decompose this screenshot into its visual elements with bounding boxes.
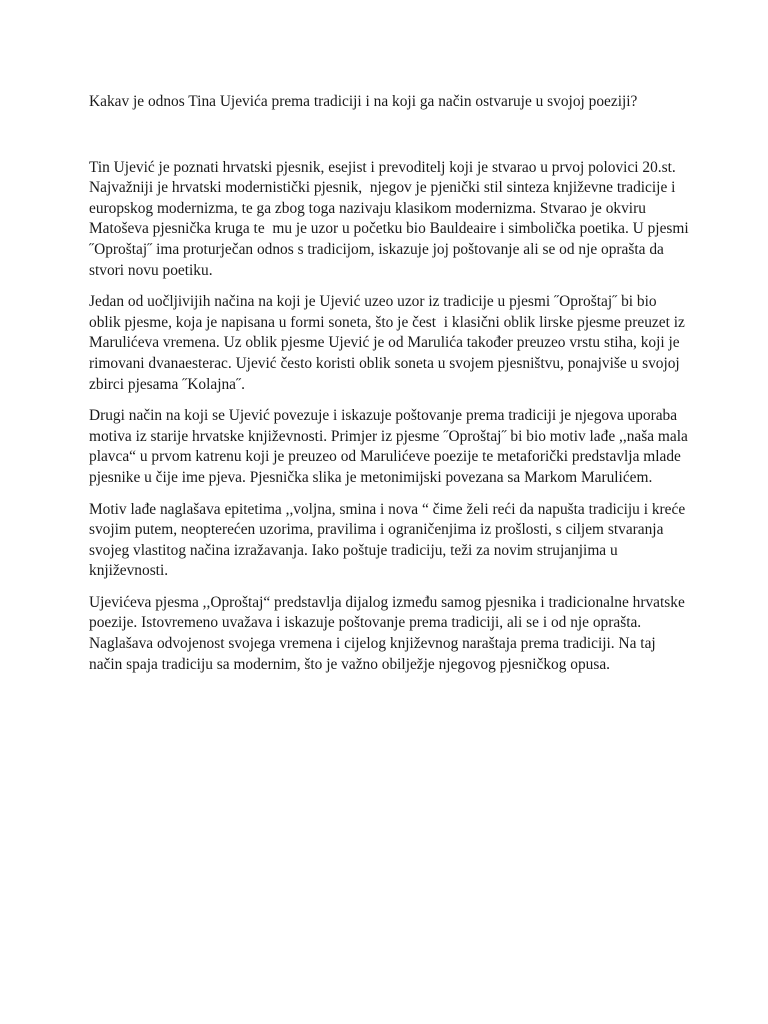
- text-line: svojeg vlastitog načina izražavanja. Iako poštuje tradiciju, teži za novim strujanjima u: [89, 541, 618, 559]
- text-line: poezije. Istovremeno uvažava i iskazuje poštovanje prema tradiciji, ali se i od nje opraštа.: [89, 614, 642, 632]
- text-line: književnosti.: [89, 562, 169, 580]
- text-line: Drugi način na koji se Ujević povezuje i iskazuje poštovanje prema tradiciji je njegova uporaba: [89, 407, 678, 425]
- document-body: [89, 92, 689, 686]
- text-line: način spaja tradiciju sa modernim, što je važno obilježje njegovog pjesničkog opusa.: [89, 655, 611, 673]
- text-line: ˝Oproštaj˝ ima proturječan odnos s tradicijom, iskazuje joj poštovanje ali se od nje opraštа da: [89, 240, 664, 258]
- text-line: zbirci pjesama ˝Kolajna˝.: [89, 375, 245, 393]
- paragraph-motifs: [89, 406, 689, 488]
- text-line: Jedan od uočljivijih načina na koji je Ujević uzeo uzor iz tradicije u pjesmi ˝Oproštaj˝ bi bio: [89, 293, 657, 311]
- paragraph-conclusion: [89, 593, 689, 675]
- text-line: Marulićeva vremena. Uz oblik pjesme Ujević je od Marulića također preuzeo vrstu stiha, koji je: [89, 334, 680, 352]
- text-line: Motiv lađe naglašava epitetima ,,voljna, smina i nova “ čime želi reći da napušta tradiciju i kreće: [89, 500, 686, 518]
- text-line: pjesnike u čije ime pjeva. Pjesnička slika je metonimijski povezana sa Markom Marulićem.: [89, 468, 653, 486]
- paragraph-intro: [89, 158, 689, 282]
- text-line: oblik pjesme, koja je napisana u formi soneta, što je čest i klasični oblik lirske pjesme preuzet iz: [89, 313, 685, 331]
- text-line: Najvažniji je hrvatski modernistički pjesnik, njegov je pjenički stil sinteza književne tradicije i: [89, 179, 676, 197]
- text-line: Matoševa pjesnička kruga te mu je uzor u početku bio Bauldeaire i simbolička poetika. U pjesmi: [89, 220, 689, 238]
- text-line: svojim putem, neopterećen uzorima, pravilima i ograničenjima iz prošlosti, s ciljem stvaranja: [89, 521, 664, 539]
- text-line: stvori novu poetiku.: [89, 261, 213, 279]
- text-line: europskog modernizma, te ga zbog toga nazivaju klasikom modernizma. Stvarao je okviru: [89, 199, 646, 217]
- text-line: plavca“ u prvom katrenu koji je preuzeo od Marulićeve poezije te metaforički predstavlja mlade: [89, 448, 681, 466]
- paragraph-sonnet-form: [89, 292, 689, 395]
- text-line: rimovani dvanaesterac. Ujević često koristi oblik soneta u svojem pjesništvu, ponajviše u svojoj: [89, 354, 680, 372]
- text-line: Ujevićeva pjesma ,,Oproštaj“ predstavlja dijalog između samog pjesnika i tradicionalne hrvatske: [89, 593, 685, 611]
- text-line: Tin Ujević je poznati hrvatski pjesnik, esejist i prevoditelj koji je stvarao u prvoj polovici 20.st.: [89, 158, 676, 176]
- text-line: motiva iz starije hrvatske književnosti. Primjer iz pjesme ˝Oproštaj˝ bi bio motiv lađe ,,naša mala: [89, 427, 688, 445]
- essay-question: Kakav je odnos Tina Ujevića prema tradiciji i na koji ga način ostvaruje u svojoj poeziji?: [89, 93, 638, 110]
- text-line: Naglašava odvojenost svojega vremena i cijelog književnog naraštaja prema tradiciji. Na taj: [89, 635, 656, 653]
- paragraph-ship-motif: [89, 500, 689, 582]
